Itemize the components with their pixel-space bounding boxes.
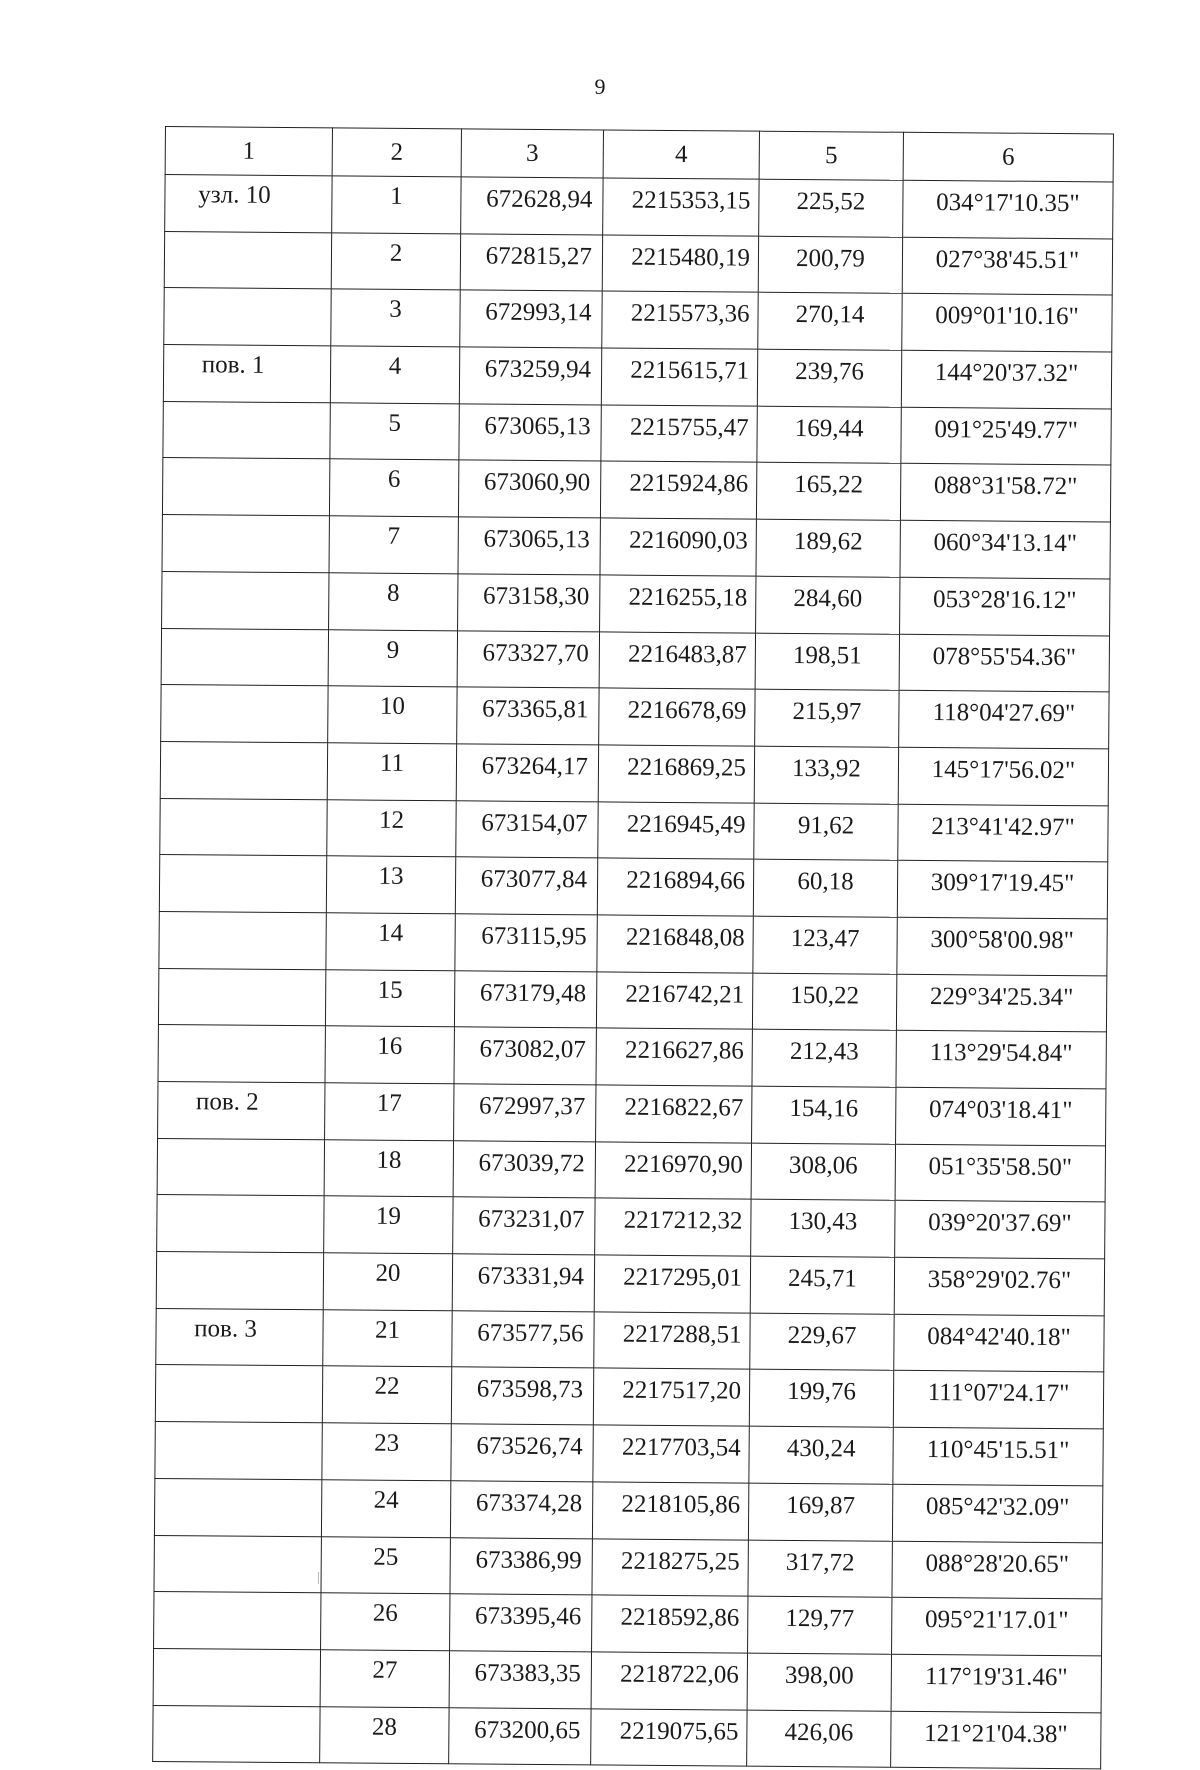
table-row	[163, 401, 1111, 465]
table-row	[164, 231, 1112, 295]
cell-distance: 169,44	[757, 406, 901, 464]
cell-distance: 200,79	[758, 236, 902, 294]
table-row	[155, 1422, 1103, 1486]
cell-direction-angle: 088°28'20.65"	[892, 1541, 1102, 1599]
cell-label	[162, 515, 329, 573]
cell-distance: 198,51	[755, 633, 899, 691]
cell-distance: 398,00	[747, 1653, 891, 1711]
table-row	[153, 1648, 1101, 1712]
table-row	[159, 855, 1107, 919]
table-row	[156, 1308, 1104, 1372]
table-row	[158, 1025, 1106, 1089]
cell-point-number: 11	[327, 743, 456, 801]
cell-x-coordinate: 673526,74	[451, 1424, 593, 1482]
cell-distance: 189,62	[756, 519, 900, 577]
cell-x-coordinate: 673115,95	[455, 914, 597, 972]
cell-distance: 215,97	[755, 689, 899, 747]
header-col-6: 6	[903, 132, 1113, 182]
cell-direction-angle: 121°21'04.38"	[891, 1711, 1101, 1769]
cell-direction-angle: 039°20'37.69"	[895, 1201, 1105, 1259]
cell-distance: 199,76	[749, 1370, 893, 1428]
table-row	[160, 741, 1108, 805]
cell-point-number: 15	[325, 969, 454, 1027]
cell-distance: 133,92	[754, 746, 898, 804]
cell-direction-angle: 358°29'02.76"	[894, 1257, 1104, 1315]
cell-direction-angle: 118°04'27.69"	[899, 690, 1109, 748]
cell-x-coordinate: 673577,56	[452, 1311, 594, 1369]
cell-y-coordinate: 2216483,87	[599, 631, 755, 689]
table-row	[154, 1592, 1102, 1656]
cell-x-coordinate: 673179,48	[454, 970, 596, 1028]
table-row	[162, 571, 1110, 635]
cell-direction-angle: 027°38'45.51"	[902, 237, 1112, 295]
cell-point-number: 18	[324, 1139, 453, 1197]
cell-x-coordinate: 673065,13	[458, 517, 600, 575]
cell-x-coordinate: 673327,70	[457, 630, 599, 688]
cell-y-coordinate: 2219075,65	[591, 1708, 747, 1766]
cell-point-number: 22	[322, 1366, 451, 1424]
cell-distance: 308,06	[751, 1143, 895, 1201]
table-row	[162, 515, 1110, 579]
cell-y-coordinate: 2218105,86	[592, 1482, 748, 1540]
cell-label	[154, 1478, 321, 1536]
cell-x-coordinate: 673386,99	[450, 1537, 592, 1595]
cell-label	[157, 1138, 324, 1196]
cell-x-coordinate: 673374,28	[450, 1481, 592, 1539]
cell-point-number: 7	[329, 516, 458, 574]
cell-direction-angle: 088°31'58.72"	[900, 464, 1110, 522]
header-col-4: 4	[603, 130, 759, 179]
cell-point-number: 8	[329, 573, 458, 631]
cell-point-number: 24	[321, 1480, 450, 1538]
cell-x-coordinate: 673060,90	[458, 460, 600, 518]
cell-y-coordinate: 2216869,25	[598, 745, 754, 803]
header-col-3: 3	[461, 129, 603, 178]
cell-distance: 239,76	[757, 349, 901, 407]
cell-x-coordinate: 673154,07	[456, 800, 598, 858]
cell-direction-angle: 053°28'16.12"	[900, 577, 1110, 635]
cell-y-coordinate: 2216678,69	[599, 688, 755, 746]
cell-x-coordinate: 673259,94	[459, 347, 601, 405]
cell-y-coordinate: 2215924,86	[600, 461, 756, 519]
header-col-5: 5	[759, 131, 903, 180]
page-number: 9	[594, 74, 606, 99]
cell-point-number: 16	[325, 1026, 454, 1084]
cell-label	[155, 1365, 322, 1423]
cell-x-coordinate: 673158,30	[458, 574, 600, 632]
table-row	[164, 288, 1112, 352]
cell-distance: 123,47	[753, 916, 897, 974]
cell-label	[156, 1252, 323, 1310]
cell-x-coordinate: 672993,14	[460, 290, 602, 348]
cell-direction-angle: 300°58'00.98"	[897, 917, 1107, 975]
cell-distance: 225,52	[759, 179, 903, 237]
cell-point-number: 12	[327, 799, 456, 857]
cell-y-coordinate: 2217295,01	[594, 1255, 750, 1313]
cell-direction-angle: 111°07'24.17"	[893, 1371, 1103, 1429]
cell-point-number: 4	[330, 346, 459, 404]
cell-point-number: 20	[323, 1253, 452, 1311]
cell-x-coordinate: 673082,07	[454, 1027, 596, 1085]
table-row	[159, 911, 1107, 975]
header-col-1: 1	[165, 127, 332, 176]
cell-label	[160, 798, 327, 856]
cell-x-coordinate: 673231,07	[453, 1197, 595, 1255]
cell-distance: 229,67	[750, 1313, 894, 1371]
cell-distance: 426,06	[747, 1710, 891, 1768]
cell-x-coordinate: 673598,73	[451, 1367, 593, 1425]
cell-point-number: 21	[323, 1310, 452, 1368]
cell-label	[153, 1705, 320, 1763]
cell-direction-angle: 085°42'32.09"	[892, 1484, 1102, 1542]
cell-distance: 150,22	[752, 973, 896, 1031]
cell-direction-angle: 229°34'25.34"	[896, 974, 1106, 1032]
cell-distance: 317,72	[748, 1540, 892, 1598]
cell-label	[157, 1195, 324, 1253]
cell-y-coordinate: 2216894,66	[597, 858, 753, 916]
table-row	[165, 175, 1113, 239]
cell-distance: 212,43	[752, 1029, 896, 1087]
cell-direction-angle: 144°20'37.32"	[901, 350, 1111, 408]
table-row	[155, 1365, 1103, 1429]
cell-y-coordinate: 2216090,03	[600, 518, 756, 576]
cell-y-coordinate: 2215615,71	[601, 348, 757, 406]
header-col-2: 2	[332, 128, 461, 177]
cell-y-coordinate: 2217703,54	[593, 1425, 749, 1483]
cell-direction-angle: 145°17'56.02"	[898, 747, 1108, 805]
cell-y-coordinate: 2217288,51	[594, 1312, 750, 1370]
cell-y-coordinate: 2218592,86	[592, 1595, 748, 1653]
coordinates-table-wrapper	[152, 126, 1113, 1770]
cell-y-coordinate: 2215573,36	[602, 291, 758, 349]
cell-direction-angle: 084°42'40.18"	[894, 1314, 1104, 1372]
cell-direction-angle: 051°35'58.50"	[895, 1144, 1105, 1202]
cell-x-coordinate: 673039,72	[453, 1140, 595, 1198]
cell-label	[159, 855, 326, 913]
cell-direction-angle: 095°21'17.01"	[892, 1597, 1102, 1655]
cell-point-number: 14	[326, 913, 455, 971]
cell-direction-angle: 309°17'19.45"	[897, 861, 1107, 919]
cell-label: пов. 3	[156, 1308, 323, 1366]
cell-direction-angle: 091°25'49.77"	[901, 407, 1111, 465]
cell-distance: 129,77	[748, 1596, 892, 1654]
cell-x-coordinate: 673395,46	[450, 1594, 592, 1652]
cell-x-coordinate: 672997,37	[454, 1084, 596, 1142]
cell-x-coordinate: 672815,27	[460, 234, 602, 292]
cell-point-number: 1	[332, 176, 461, 234]
cell-label	[163, 401, 330, 459]
cell-direction-angle: 117°19'31.46"	[891, 1654, 1101, 1712]
cell-point-number: 26	[321, 1593, 450, 1651]
cell-label	[158, 1025, 325, 1083]
cell-point-number: 3	[331, 289, 460, 347]
table-row	[156, 1252, 1104, 1316]
cell-label	[154, 1535, 321, 1593]
cell-x-coordinate: 673331,94	[452, 1254, 594, 1312]
table-row	[158, 1081, 1106, 1145]
cell-label	[160, 741, 327, 799]
cell-label: узл. 10	[165, 175, 332, 233]
cell-point-number: 28	[320, 1706, 449, 1764]
cell-direction-angle: 113°29'54.84"	[896, 1031, 1106, 1089]
cell-distance: 60,18	[753, 859, 897, 917]
cell-x-coordinate: 673264,17	[456, 744, 598, 802]
table-row	[157, 1138, 1105, 1202]
cell-point-number: 5	[330, 403, 459, 461]
cell-distance: 284,60	[756, 576, 900, 634]
cell-x-coordinate: 673383,35	[449, 1651, 591, 1709]
table-row	[157, 1195, 1105, 1259]
cell-distance: 91,62	[754, 803, 898, 861]
cell-y-coordinate: 2217212,32	[595, 1198, 751, 1256]
cell-direction-angle: 213°41'42.97"	[898, 804, 1108, 862]
cell-y-coordinate: 2216255,18	[600, 575, 756, 633]
cell-direction-angle: 110°45'15.51"	[893, 1427, 1103, 1485]
cell-x-coordinate: 673065,13	[459, 404, 601, 462]
table-body	[153, 175, 1113, 1770]
cell-point-number: 25	[321, 1536, 450, 1594]
cell-point-number: 23	[322, 1423, 451, 1481]
cell-point-number: 6	[329, 459, 458, 517]
table-row	[162, 458, 1110, 522]
cell-y-coordinate: 2215755,47	[601, 405, 757, 463]
cell-x-coordinate: 672628,94	[461, 177, 603, 235]
cell-distance: 169,87	[748, 1483, 892, 1541]
cell-label	[164, 231, 331, 289]
cell-y-coordinate: 2216970,90	[595, 1142, 751, 1200]
cell-x-coordinate: 673077,84	[455, 857, 597, 915]
cell-x-coordinate: 673365,81	[457, 687, 599, 745]
table-header-row	[165, 127, 1113, 182]
cell-direction-angle: 009°01'10.16"	[902, 294, 1112, 352]
cell-direction-angle: 074°03'18.41"	[896, 1087, 1106, 1145]
cell-label	[162, 571, 329, 629]
cell-point-number: 9	[328, 629, 457, 687]
table-row	[153, 1705, 1101, 1769]
cell-y-coordinate: 2216742,21	[596, 972, 752, 1030]
cell-label	[159, 911, 326, 969]
cell-label: пов. 1	[163, 345, 330, 403]
cell-label: пов. 2	[158, 1081, 325, 1139]
cell-point-number: 10	[328, 686, 457, 744]
cell-label	[161, 628, 328, 686]
cell-point-number: 19	[324, 1196, 453, 1254]
cell-label	[153, 1648, 320, 1706]
cell-direction-angle: 060°34'13.14"	[900, 520, 1110, 578]
cell-y-coordinate: 2215480,19	[602, 235, 758, 293]
cell-y-coordinate: 2217517,20	[593, 1368, 749, 1426]
cell-y-coordinate: 2218275,25	[592, 1538, 748, 1596]
cell-label	[158, 968, 325, 1026]
cell-label	[161, 685, 328, 743]
cell-point-number: 17	[325, 1083, 454, 1141]
table-row	[161, 685, 1109, 749]
cell-y-coordinate: 2216945,49	[598, 801, 754, 859]
cell-distance: 270,14	[758, 293, 902, 351]
table-row	[154, 1535, 1102, 1599]
table-row	[160, 798, 1108, 862]
cell-label	[154, 1592, 321, 1650]
cell-label	[155, 1422, 322, 1480]
cell-label	[164, 288, 331, 346]
cell-point-number: 27	[320, 1650, 449, 1708]
cell-point-number: 13	[326, 856, 455, 914]
cell-label	[162, 458, 329, 516]
cell-point-number: 2	[331, 232, 460, 290]
table-row	[163, 345, 1111, 409]
cell-distance: 245,71	[750, 1256, 894, 1314]
cell-y-coordinate: 2216627,86	[596, 1028, 752, 1086]
table-row	[158, 968, 1106, 1032]
cell-x-coordinate: 673200,65	[449, 1707, 591, 1765]
cell-distance: 430,24	[749, 1426, 893, 1484]
coordinates-table	[152, 126, 1114, 1770]
cell-distance: 154,16	[752, 1086, 896, 1144]
cell-y-coordinate: 2216822,67	[596, 1085, 752, 1143]
table-row	[161, 628, 1109, 692]
cell-y-coordinate: 2218722,06	[591, 1652, 747, 1710]
cell-direction-angle: 078°55'54.36"	[899, 634, 1109, 692]
cell-y-coordinate: 2215353,15	[603, 178, 759, 236]
cell-y-coordinate: 2216848,08	[597, 915, 753, 973]
scan-mark	[318, 1572, 319, 1584]
table-row	[154, 1478, 1102, 1542]
cell-distance: 165,22	[756, 463, 900, 521]
cell-direction-angle: 034°17'10.35"	[903, 180, 1113, 238]
cell-distance: 130,43	[751, 1200, 895, 1258]
